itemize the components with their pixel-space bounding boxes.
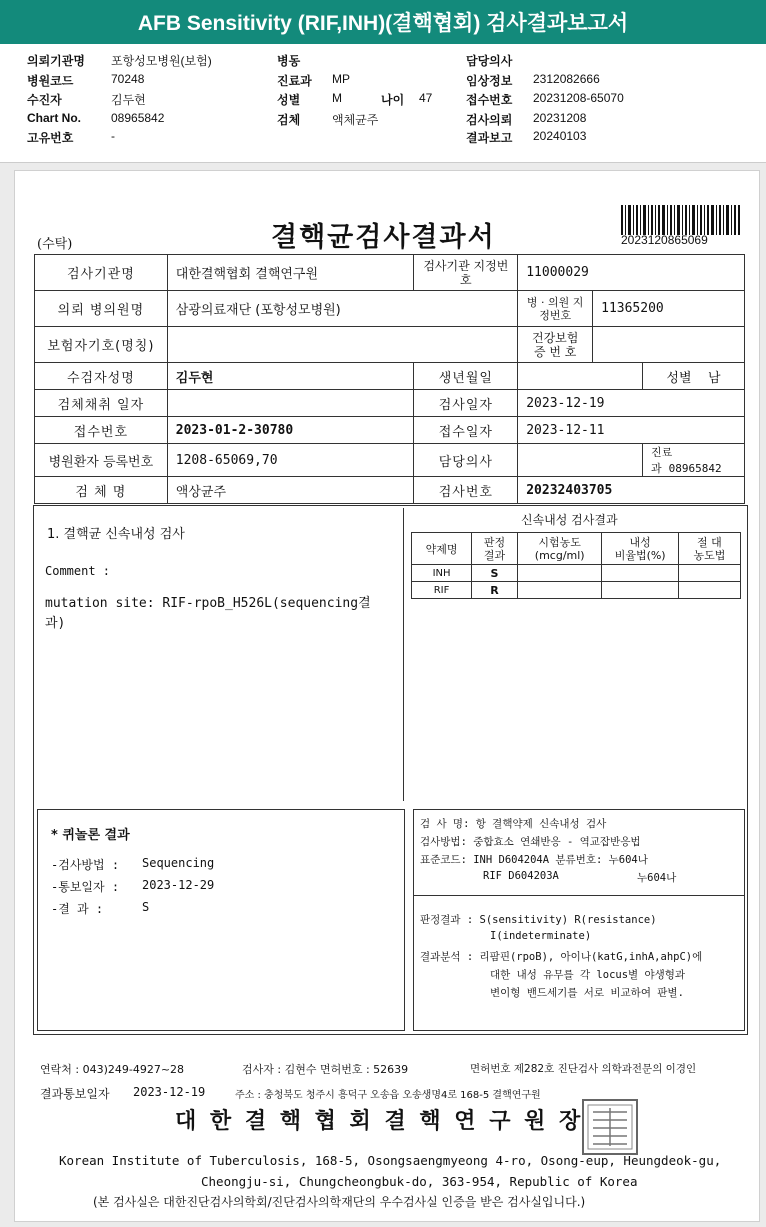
contact-text: 연락처 : 043)249-4927~28 xyxy=(40,1063,185,1076)
cell-value: 대한결핵협회 결핵연구원 xyxy=(167,255,414,291)
field-label: -검사방법 : xyxy=(51,858,120,872)
consignment-mark: (수탁) xyxy=(37,237,73,252)
info-label: 의뢰기관명 xyxy=(27,54,85,68)
cell-value: 남 xyxy=(708,370,721,386)
mutation-line: mutation site: RIF-rpoB_H526L(sequencing결 xyxy=(45,596,371,611)
drug-result: R xyxy=(472,582,518,599)
address-text: 주소 : 충청북도 청주시 흥덕구 오송읍 오송생명4로 168-5 결핵연구원 xyxy=(235,1090,541,1101)
cell-label: 생년월일 xyxy=(414,363,518,390)
drug-name: INH xyxy=(412,565,472,582)
cell-value: 08965842 xyxy=(668,462,722,475)
info-label: 임상정보 xyxy=(466,74,513,88)
col-header xyxy=(678,533,740,565)
certification-text: (본 검사실은 대한진단검사의학회/진단검사의학재단의 우수검사실 인증을 받은 검사실입니다.) xyxy=(93,1195,586,1209)
cell-value xyxy=(593,327,745,363)
report-header xyxy=(0,0,766,44)
table-row xyxy=(412,565,741,582)
cell-label: 검체채취 일자 xyxy=(35,390,168,417)
cell-value: 2023-01-2-30780 xyxy=(167,417,414,444)
cell-label: 담당의사 xyxy=(414,444,518,477)
judge-line: 판정결과 : S(sensitivity) R(resistance) xyxy=(420,914,657,926)
analysis-line: 대한 내성 유무를 각 locus별 야생형과 xyxy=(490,969,686,981)
info-value: 액체균주 xyxy=(332,113,379,127)
col-header xyxy=(517,533,602,565)
col-header-line: 비율법(%) xyxy=(614,548,666,562)
notice-date-label: 결과통보일자 xyxy=(40,1087,110,1101)
col-header-line: 절 대 xyxy=(697,535,722,549)
col-header-line: 내성 xyxy=(629,535,651,549)
cell-label: 검 체 명 xyxy=(35,477,168,504)
english-address: Cheongju-si, Chungcheongbuk-do, 363-954, Republic of Korea xyxy=(201,1174,638,1189)
cell-value xyxy=(518,363,643,390)
info-label: 고유번호 xyxy=(27,131,74,145)
info-label: 병원코드 xyxy=(27,74,74,88)
info-label: 진료과 xyxy=(277,74,312,88)
info-label: 결과보고 xyxy=(466,131,513,145)
cell-label: 진료과 xyxy=(651,446,673,475)
barcode-icon xyxy=(621,205,741,235)
quinolone-box xyxy=(37,809,405,1031)
info-label: Chart No. xyxy=(27,111,81,125)
cell-value: 액상균주 xyxy=(167,477,414,504)
quinolone-title: * 퀴놀론 결과 xyxy=(51,828,130,843)
cell-label: 검사번호 xyxy=(414,477,518,504)
english-address: Korean Institute of Tuberculosis, 168-5, Osongsaengmyeong 4-ro, Osong-eup, Heungdeok-gu, xyxy=(59,1153,722,1168)
cell-value: 삼광의료재단 (포항성모병원) xyxy=(167,291,517,327)
info-label: 담당의사 xyxy=(466,54,513,68)
info-value: 47 xyxy=(419,91,433,105)
col-header: 약제명 xyxy=(412,533,472,565)
info-value: 2312082666 xyxy=(533,72,600,86)
method-box xyxy=(413,809,745,1031)
cell-value: 김두현 xyxy=(167,363,414,390)
cell-label: 접수번호 xyxy=(35,417,168,444)
cell-value: 11365200 xyxy=(593,291,745,327)
field-value: Sequencing xyxy=(142,856,215,870)
cell-value xyxy=(518,444,643,477)
info-label: 접수번호 xyxy=(466,93,513,107)
org-signature-line: 대 한 결 핵 협 회 결 핵 연 구 원 장 xyxy=(175,1108,584,1134)
method-line: 검 사 명: 항 결핵약제 신속내성 검사 xyxy=(420,818,607,830)
mutation-line: 과) xyxy=(45,616,66,631)
cell-value xyxy=(167,327,517,363)
info-value: 70248 xyxy=(111,72,145,86)
table-row xyxy=(412,582,741,599)
cell-label: 건강보험 증 번 호 xyxy=(518,327,593,363)
patient-info-panel xyxy=(0,44,766,163)
document-title: 결핵균검사결과서 xyxy=(271,222,496,253)
license-text: 면허번호 제282호 진단검사 의학과전문의 이경인 xyxy=(470,1063,697,1075)
cell-value: 1208-65069,70 xyxy=(167,444,414,477)
cell-label: 검사일자 xyxy=(414,390,518,417)
info-value: 포항성모병원(보험) xyxy=(111,54,212,68)
cell-value xyxy=(167,390,414,417)
col-header xyxy=(472,533,518,565)
sensitivity-table xyxy=(411,532,741,599)
cell-label: 검사기관 지정번호 xyxy=(414,255,518,291)
cell-label: 성별 xyxy=(666,370,692,386)
info-label: 수진자 xyxy=(27,93,62,107)
info-label: 검사의뢰 xyxy=(466,113,513,127)
cell-value: 20232403705 xyxy=(518,477,745,504)
col-header-line: 농도법 xyxy=(693,548,726,562)
cell-label: 수검자성명 xyxy=(35,363,168,390)
cell-label: 접수일자 xyxy=(414,417,518,444)
info-label: 나이 xyxy=(381,93,405,107)
info-value: - xyxy=(111,129,115,143)
rapid-test-panel xyxy=(37,508,404,801)
field-value: 2023-12-29 xyxy=(142,878,215,892)
analysis-line: 결과분석 : 리팜핀(rpoB), 아이나(katG,inhA,ahpC)에 xyxy=(420,951,703,963)
col-header-line: 결과 xyxy=(483,548,506,562)
sex-cell xyxy=(643,363,745,390)
col-header-line: 시험농도 xyxy=(538,535,581,549)
cell-label: 병 · 의원 지정번호 xyxy=(518,291,593,327)
info-label: 병동 xyxy=(277,54,301,68)
notice-date-value: 2023-12-19 xyxy=(133,1085,206,1099)
info-label: 성별 xyxy=(277,93,301,107)
col-header-line: (mcg/ml) xyxy=(534,548,585,562)
info-value: 20231208-65070 xyxy=(533,91,624,105)
dept-cell xyxy=(643,444,745,477)
drug-name: RIF xyxy=(412,582,472,599)
field-label: -결 과 : xyxy=(51,902,104,916)
sensitivity-title: 신속내성 검사결과 xyxy=(521,513,618,527)
cell-label: 보험자기호(명칭) xyxy=(35,327,168,363)
divider xyxy=(414,895,744,896)
col-header xyxy=(602,533,678,565)
rapid-test-heading: 1. 결핵균 신속내성 검사 xyxy=(47,527,185,542)
info-value: MP xyxy=(332,72,350,86)
official-seal-icon xyxy=(581,1098,639,1156)
field-label: -통보일자 : xyxy=(51,880,120,894)
drug-result: S xyxy=(472,565,518,582)
report-title: AFB Sensitivity (RIF,INH)(결핵협회) 검사결과보고서 xyxy=(137,12,629,35)
scanned-report xyxy=(14,170,760,1222)
info-label: 검체 xyxy=(277,113,301,127)
cell-label: 병원환자 등록번호 xyxy=(35,444,168,477)
info-value: 20231208 xyxy=(533,111,587,125)
cell-value: 11000029 xyxy=(518,255,745,291)
comment-label: Comment : xyxy=(45,564,111,578)
field-value: S xyxy=(142,900,150,914)
method-line: RIF D604203A xyxy=(483,870,559,882)
method-line: 검사방법: 중합효소 연쇄반응 - 역교잡반응법 xyxy=(420,836,641,848)
info-value: 08965842 xyxy=(111,111,165,125)
method-line: 누604나 xyxy=(637,872,677,884)
info-value: 김두현 xyxy=(111,93,146,107)
examiner-text: 검사자 : 김현수 면허번호 : 52639 xyxy=(242,1063,409,1076)
cell-label: 의뢰 병의원명 xyxy=(35,291,168,327)
cell-value: 2023-12-19 xyxy=(518,390,745,417)
info-value: M xyxy=(332,91,342,105)
barcode-number: 2023120865069 xyxy=(621,233,708,247)
judge-line: I(indeterminate) xyxy=(490,930,592,942)
analysis-line: 변이형 밴드세기를 서로 비교하여 판별. xyxy=(490,987,684,999)
cell-value: 2023-12-11 xyxy=(518,417,745,444)
cell-label: 검사기관명 xyxy=(35,255,168,291)
col-header-line: 판정 xyxy=(483,535,506,549)
info-value: 20240103 xyxy=(533,129,587,143)
patient-table xyxy=(34,254,745,504)
method-line: 표준코드: INH D604204A 분류번호: 누604나 xyxy=(420,854,648,866)
